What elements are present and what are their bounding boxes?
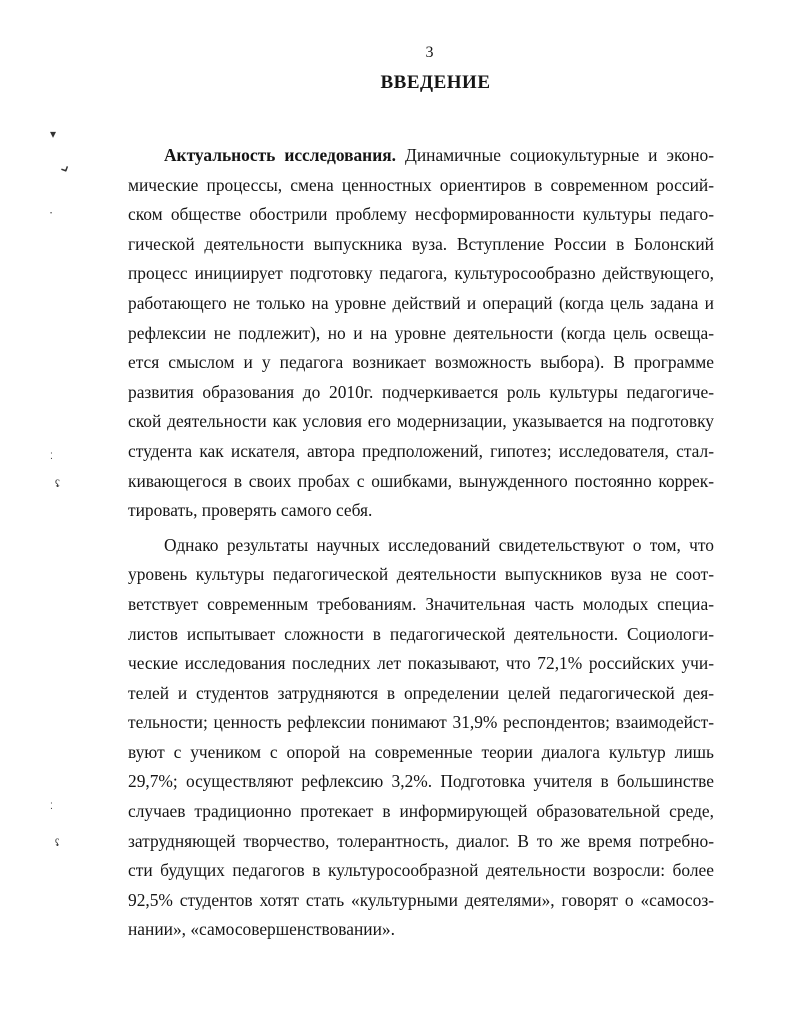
text-line: ветствует современным требованиям. Значительная часть молодых специа- bbox=[128, 593, 714, 614]
text-line: ется смыслом и у педагога возникает возможность выбора). В программе bbox=[128, 352, 714, 373]
text-line: процесс инициирует подготовку педагога, культуросообразно действующего, bbox=[128, 263, 714, 284]
scan-artifact: ʢ bbox=[55, 478, 60, 490]
text-line: ской деятельности как условия его модернизации, указывается на подготовку bbox=[128, 411, 714, 432]
text-line: гической деятельности выпускника вуза. Вступление России в Болонский bbox=[128, 233, 714, 254]
text-line: тировать, проверять самого себя. bbox=[128, 500, 373, 521]
text-line: ческие исследования последних лет показывают, что 72,1% российских учи- bbox=[128, 653, 714, 674]
text-line: 29,7%; осуществляют рефлексию 3,2%. Подготовка учителя в большинстве bbox=[128, 771, 714, 792]
scan-artifact: ⁚ bbox=[50, 451, 53, 461]
text-line: рефлексии не подлежит), но и на уровне деятельности (когда цель освеща- bbox=[128, 322, 714, 343]
text-line: Однако результаты научных исследований свидетельствуют о том, что bbox=[164, 534, 714, 555]
scan-artifact: ▾ bbox=[50, 127, 57, 141]
paragraph-2 bbox=[128, 531, 714, 945]
text-line: кивающегося в своих пробах с ошибками, вынужденного постоянно коррек- bbox=[128, 470, 714, 491]
text-line: мические процессы, смена ценностных ориентиров в современном россий- bbox=[128, 174, 714, 195]
text-line: работающего не только на уровне действий и операций (когда цель задана и bbox=[128, 292, 714, 313]
scan-artifact: ⌄ bbox=[52, 153, 75, 179]
text-line: 92,5% студентов хотят стать «культурными деятелями», говорят о «самосоз- bbox=[128, 889, 714, 910]
page-number: 3 bbox=[425, 44, 434, 61]
lead-term: Актуальность исследования. bbox=[164, 145, 396, 165]
text-line: уровень культуры педагогической деятельности выпускников вуза не соот- bbox=[128, 564, 714, 585]
text-line: листов испытывает сложности в педагогической деятельности. Социологи- bbox=[128, 623, 714, 644]
text-line: сти будущих педагогов в культуросообразной деятельности возросли: более bbox=[128, 860, 714, 881]
page-title: ВВЕДЕНИЕ bbox=[380, 72, 491, 93]
text-line: ском обществе обострили проблему несформированности культуры педаго- bbox=[128, 204, 714, 225]
text-line: тельности; ценность рефлексии понимают 31,9% респондентов; взаимодейст- bbox=[128, 712, 714, 733]
scan-artifact: ʢ bbox=[55, 838, 60, 849]
text-line: Актуальность исследования. Динамичные социокультурные и эконо- bbox=[164, 145, 714, 165]
text-line: студента как искателя, автора предположений, гипотез; исследователя, стал- bbox=[128, 440, 714, 461]
text-line: телей и студентов затрудняются в определении целей педагогической дея- bbox=[128, 682, 714, 703]
body-text bbox=[128, 141, 714, 945]
text-line: вуют с учеником с опорой на современные теории диалога культур лишь bbox=[128, 741, 714, 762]
scan-artifact: ⁚ bbox=[50, 801, 53, 811]
text-line: развития образования до 2010г. подчеркивается роль культуры педагогиче- bbox=[128, 381, 714, 402]
text-line: нании», «самосовершенствовании». bbox=[128, 919, 395, 940]
text-line: затрудняющей творчество, толерантность, диалог. В то же время потребно- bbox=[128, 830, 714, 851]
scan-artifact: • bbox=[50, 211, 53, 217]
paragraph-1 bbox=[128, 141, 714, 526]
text-line: случаев традиционно протекает в информирующей образовательной среде, bbox=[128, 801, 714, 822]
